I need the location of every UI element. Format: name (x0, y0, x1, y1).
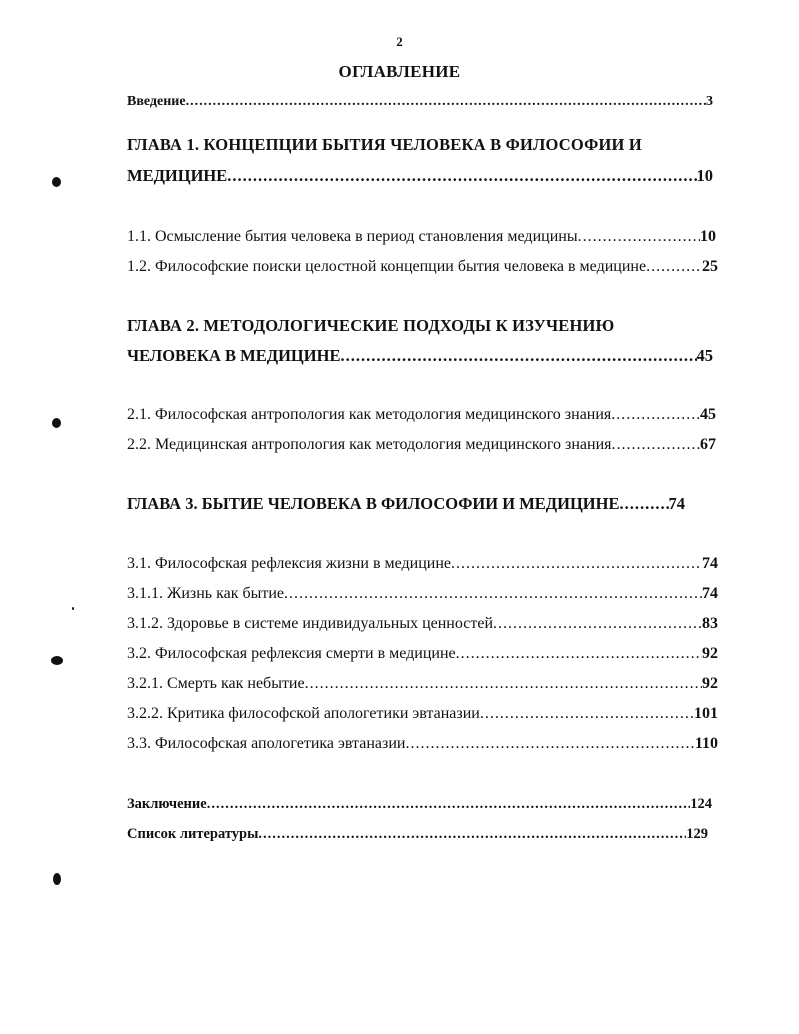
toc-entry-section (127, 613, 718, 635)
section-page: 10 (700, 228, 716, 245)
toc-entry-section (127, 256, 718, 278)
section-number: 3.2.2. (127, 705, 163, 722)
section-page: 92 (702, 675, 718, 692)
section-title: Смерть как небытие (167, 675, 305, 692)
section-page: 45 (700, 406, 716, 423)
section-page: 25 (702, 258, 718, 275)
scan-speck (72, 607, 74, 610)
section-title: Здоровье в системе индивидуальных ценностей (167, 615, 494, 632)
toc-entry-chapter-3 (127, 493, 685, 515)
section-page: 74 (702, 585, 718, 602)
section-page: 83 (702, 615, 718, 632)
section-title: Жизнь как бытие (167, 585, 285, 602)
page-number: 2 (396, 34, 403, 49)
scan-speck (52, 418, 61, 428)
toc-entry-section (127, 643, 718, 665)
toc-entry-bibliography (127, 823, 708, 845)
chapter-3-page: 74 (668, 494, 685, 513)
section-title: Осмысление бытия человека в период становления медицины (155, 228, 578, 245)
section-number: 3.2. (127, 645, 151, 662)
dot-leader (619, 493, 668, 515)
dot-leader (305, 673, 702, 695)
toc-entry-intro (127, 91, 713, 113)
section-title: Философская рефлексия смерти в медицине (155, 645, 456, 662)
toc-entry-section (127, 703, 718, 725)
section-title: Критика философской апологетики эвтаназии (167, 705, 480, 722)
dot-leader (493, 613, 702, 635)
toc-entry-section (127, 733, 718, 755)
toc-entry-section (127, 673, 718, 695)
section-number: 3.1.2. (127, 615, 163, 632)
dot-leader (186, 91, 706, 113)
section-page: 101 (694, 705, 718, 722)
toc-entry-label: Заключение (127, 796, 207, 812)
scan-speck (53, 873, 61, 885)
dot-leader (207, 793, 691, 815)
toc-entry-chapter-1 (127, 165, 713, 187)
section-number: 1.2. (127, 258, 151, 275)
chapter-2-title-line1: ГЛАВА 2. МЕТОДОЛОГИЧЕСКИЕ ПОДХОДЫ К ИЗУЧЕНИЮ (127, 316, 615, 335)
toc-entry-section (127, 583, 718, 605)
section-title: Философская рефлексия жизни в медицине (155, 555, 452, 572)
toc-entry-section (127, 434, 716, 456)
section-title: Медицинская антропология как методология медицинского знания (155, 436, 612, 453)
section-page: 92 (702, 645, 718, 662)
dot-leader (405, 733, 694, 755)
dot-leader (480, 703, 694, 725)
toc-entry-section (127, 404, 716, 426)
section-page: 67 (700, 436, 716, 453)
chapter-1-title-line2: МЕДИЦИНЕ (127, 166, 228, 185)
chapter-2-title-line2: ЧЕЛОВЕКА В МЕДИЦИНЕ (127, 346, 341, 365)
scan-speck (51, 656, 63, 665)
toc-title: ОГЛАВЛЕНИЕ (338, 62, 461, 81)
section-number: 3.1.1. (127, 585, 163, 602)
chapter-1-title-line1: ГЛАВА 1. КОНЦЕПЦИИ БЫТИЯ ЧЕЛОВЕКА В ФИЛОСОФИИ И (127, 135, 642, 154)
toc-entry-page: 3 (706, 94, 713, 109)
scan-speck (52, 177, 61, 187)
toc-entry-section (127, 553, 718, 575)
toc-entry-page: 124 (690, 796, 712, 812)
toc-entry-section (127, 226, 716, 248)
toc-entry-conclusion (127, 793, 712, 815)
section-title: Философская апологетика эвтаназии (155, 735, 406, 752)
chapter-3-title: ГЛАВА 3. БЫТИЕ ЧЕЛОВЕКА В ФИЛОСОФИИ И МЕДИЦИНЕ (127, 494, 620, 513)
chapter-2-page: 45 (696, 346, 713, 365)
section-page: 74 (702, 555, 718, 572)
dot-leader (646, 256, 702, 278)
toc-entry-chapter-2 (127, 345, 713, 367)
dot-leader (284, 583, 702, 605)
dot-leader (340, 345, 696, 367)
dot-leader (456, 643, 702, 665)
section-page: 110 (694, 735, 718, 752)
dot-leader (258, 823, 686, 845)
toc-entry-label: Введение (127, 94, 186, 109)
toc-entry-page: 129 (686, 826, 708, 842)
toc-entry-label: Список литературы (127, 826, 259, 842)
section-number: 3.1. (127, 555, 151, 572)
section-number: 3.2.1. (127, 675, 163, 692)
dot-leader (578, 226, 700, 248)
section-title: Философская антропология как методология медицинского знания (155, 406, 612, 423)
dot-leader (612, 434, 700, 456)
section-number: 3.3. (127, 735, 151, 752)
section-number: 2.2. (127, 436, 151, 453)
section-title: Философские поиски целостной концепции бытия человека в медицине (155, 258, 647, 275)
section-number: 1.1. (127, 228, 151, 245)
dot-leader (227, 165, 696, 187)
section-number: 2.1. (127, 406, 151, 423)
dot-leader (451, 553, 702, 575)
dot-leader (611, 404, 700, 426)
chapter-1-page: 10 (696, 166, 713, 185)
